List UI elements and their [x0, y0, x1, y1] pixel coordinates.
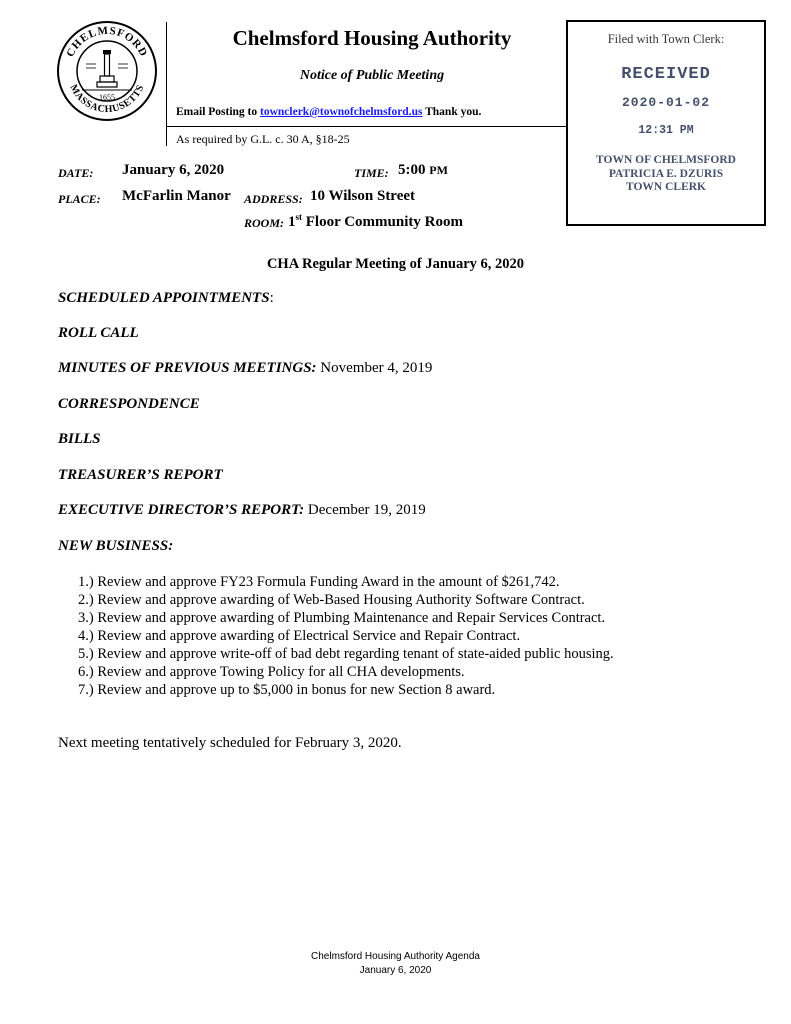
section-bills: BILLS — [58, 431, 101, 447]
section-roll-call: ROLL CALL — [58, 325, 139, 341]
section-treasurer-report: TREASURER’S REPORT — [58, 467, 223, 483]
exec-report-date: December 19, 2019 — [307, 502, 426, 518]
room-value — [288, 212, 463, 231]
section-scheduled-appointments — [58, 290, 274, 307]
time-number: 5:00 — [398, 162, 426, 178]
section-minutes — [58, 360, 432, 377]
new-business-list — [78, 573, 614, 699]
footer-date: January 6, 2020 — [359, 965, 432, 976]
stamp-time: 12:31 PM — [638, 124, 694, 137]
section-heading: EXECUTIVE DIRECTOR’S REPORT: — [58, 502, 305, 518]
section-heading: MINUTES OF PREVIOUS MEETINGS: — [58, 360, 317, 376]
header-divider-vertical — [166, 22, 167, 146]
section-heading: SCHEDULED APPOINTMENTS — [58, 290, 270, 306]
section-new-business: NEW BUSINESS: — [58, 538, 174, 554]
meeting-title: CHA Regular Meeting of January 6, 2020 — [266, 256, 525, 272]
stamp-town-line: TOWN OF CHELMSFORD — [596, 154, 736, 166]
organization-title: Chelmsford Housing Authority — [232, 26, 512, 50]
room-label: ROOM: — [244, 216, 285, 230]
notice-title: Notice of Public Meeting — [299, 68, 445, 83]
list-item: 6.) Review and approve Towing Policy for all CHA developments. — [78, 664, 465, 680]
address-label: ADDRESS: — [244, 192, 303, 206]
time-suffix: PM — [429, 163, 448, 177]
section-executive-director-report — [58, 502, 426, 519]
list-item: 7.) Review and approve up to $5,000 in bonus for new Section 8 award. — [78, 682, 496, 698]
stamp-town-block — [568, 154, 764, 195]
town-seal — [56, 20, 158, 122]
next-meeting-note: Next meeting tentatively scheduled for February 3, 2020. — [58, 735, 402, 751]
place-value: McFarlin Manor — [122, 188, 231, 204]
place-label: PLACE: — [58, 192, 101, 206]
legal-requirement-note: As required by G.L. c. 30 A, §18-25 — [176, 132, 350, 146]
header-divider-horizontal — [166, 126, 566, 127]
footer-title: Chelmsford Housing Authority Agenda — [311, 951, 480, 962]
date-label: DATE: — [58, 166, 94, 180]
time-label: TIME: — [354, 166, 389, 180]
list-item: 1.) Review and approve FY23 Formula Funding Award in the amount of $261,742. — [78, 574, 560, 590]
seal-bottom-text: MASSACHUSETTS — [67, 82, 147, 116]
email-link[interactable]: townclerk@townofchelmsford.us — [260, 106, 423, 118]
seal-year: 1655 — [99, 93, 115, 102]
stamp-filed-label: Filed with Town Clerk: — [607, 32, 725, 46]
list-item: 4.) Review and approve awarding of Electrical Service and Repair Contract. — [78, 628, 521, 644]
address-value: 10 Wilson Street — [310, 188, 416, 204]
minutes-date: November 4, 2019 — [320, 360, 433, 376]
stamp-received: RECEIVED — [621, 65, 711, 84]
room-name: Floor Community Room — [305, 214, 463, 230]
time-value — [398, 162, 448, 179]
town-clerk-stamp — [566, 20, 766, 226]
section-correspondence: CORRESPONDENCE — [58, 396, 200, 412]
email-suffix: Thank you. — [425, 106, 482, 118]
email-prefix: Email Posting to — [176, 106, 258, 118]
date-value: January 6, 2020 — [122, 162, 225, 178]
stamp-clerk-title: TOWN CLERK — [626, 181, 706, 193]
list-item: 2.) Review and approve awarding of Web-Based Housing Authority Software Contract. — [78, 592, 585, 608]
seal-top-text: CHELMSFORD — [64, 24, 150, 60]
list-item: 3.) Review and approve awarding of Plumbing Maintenance and Repair Services Contract. — [78, 610, 606, 626]
stamp-date: 2020-01-02 — [621, 95, 710, 110]
room-number: 1 — [288, 214, 296, 230]
room-ordinal: st — [295, 212, 302, 222]
list-item: 5.) Review and approve write-off of bad debt regarding tenant of state-aided public housing. — [78, 646, 614, 662]
section-colon: : — [269, 290, 274, 306]
stamp-clerk-name: PATRICIA E. DZURIS — [608, 167, 724, 180]
email-posting-line — [176, 106, 481, 118]
